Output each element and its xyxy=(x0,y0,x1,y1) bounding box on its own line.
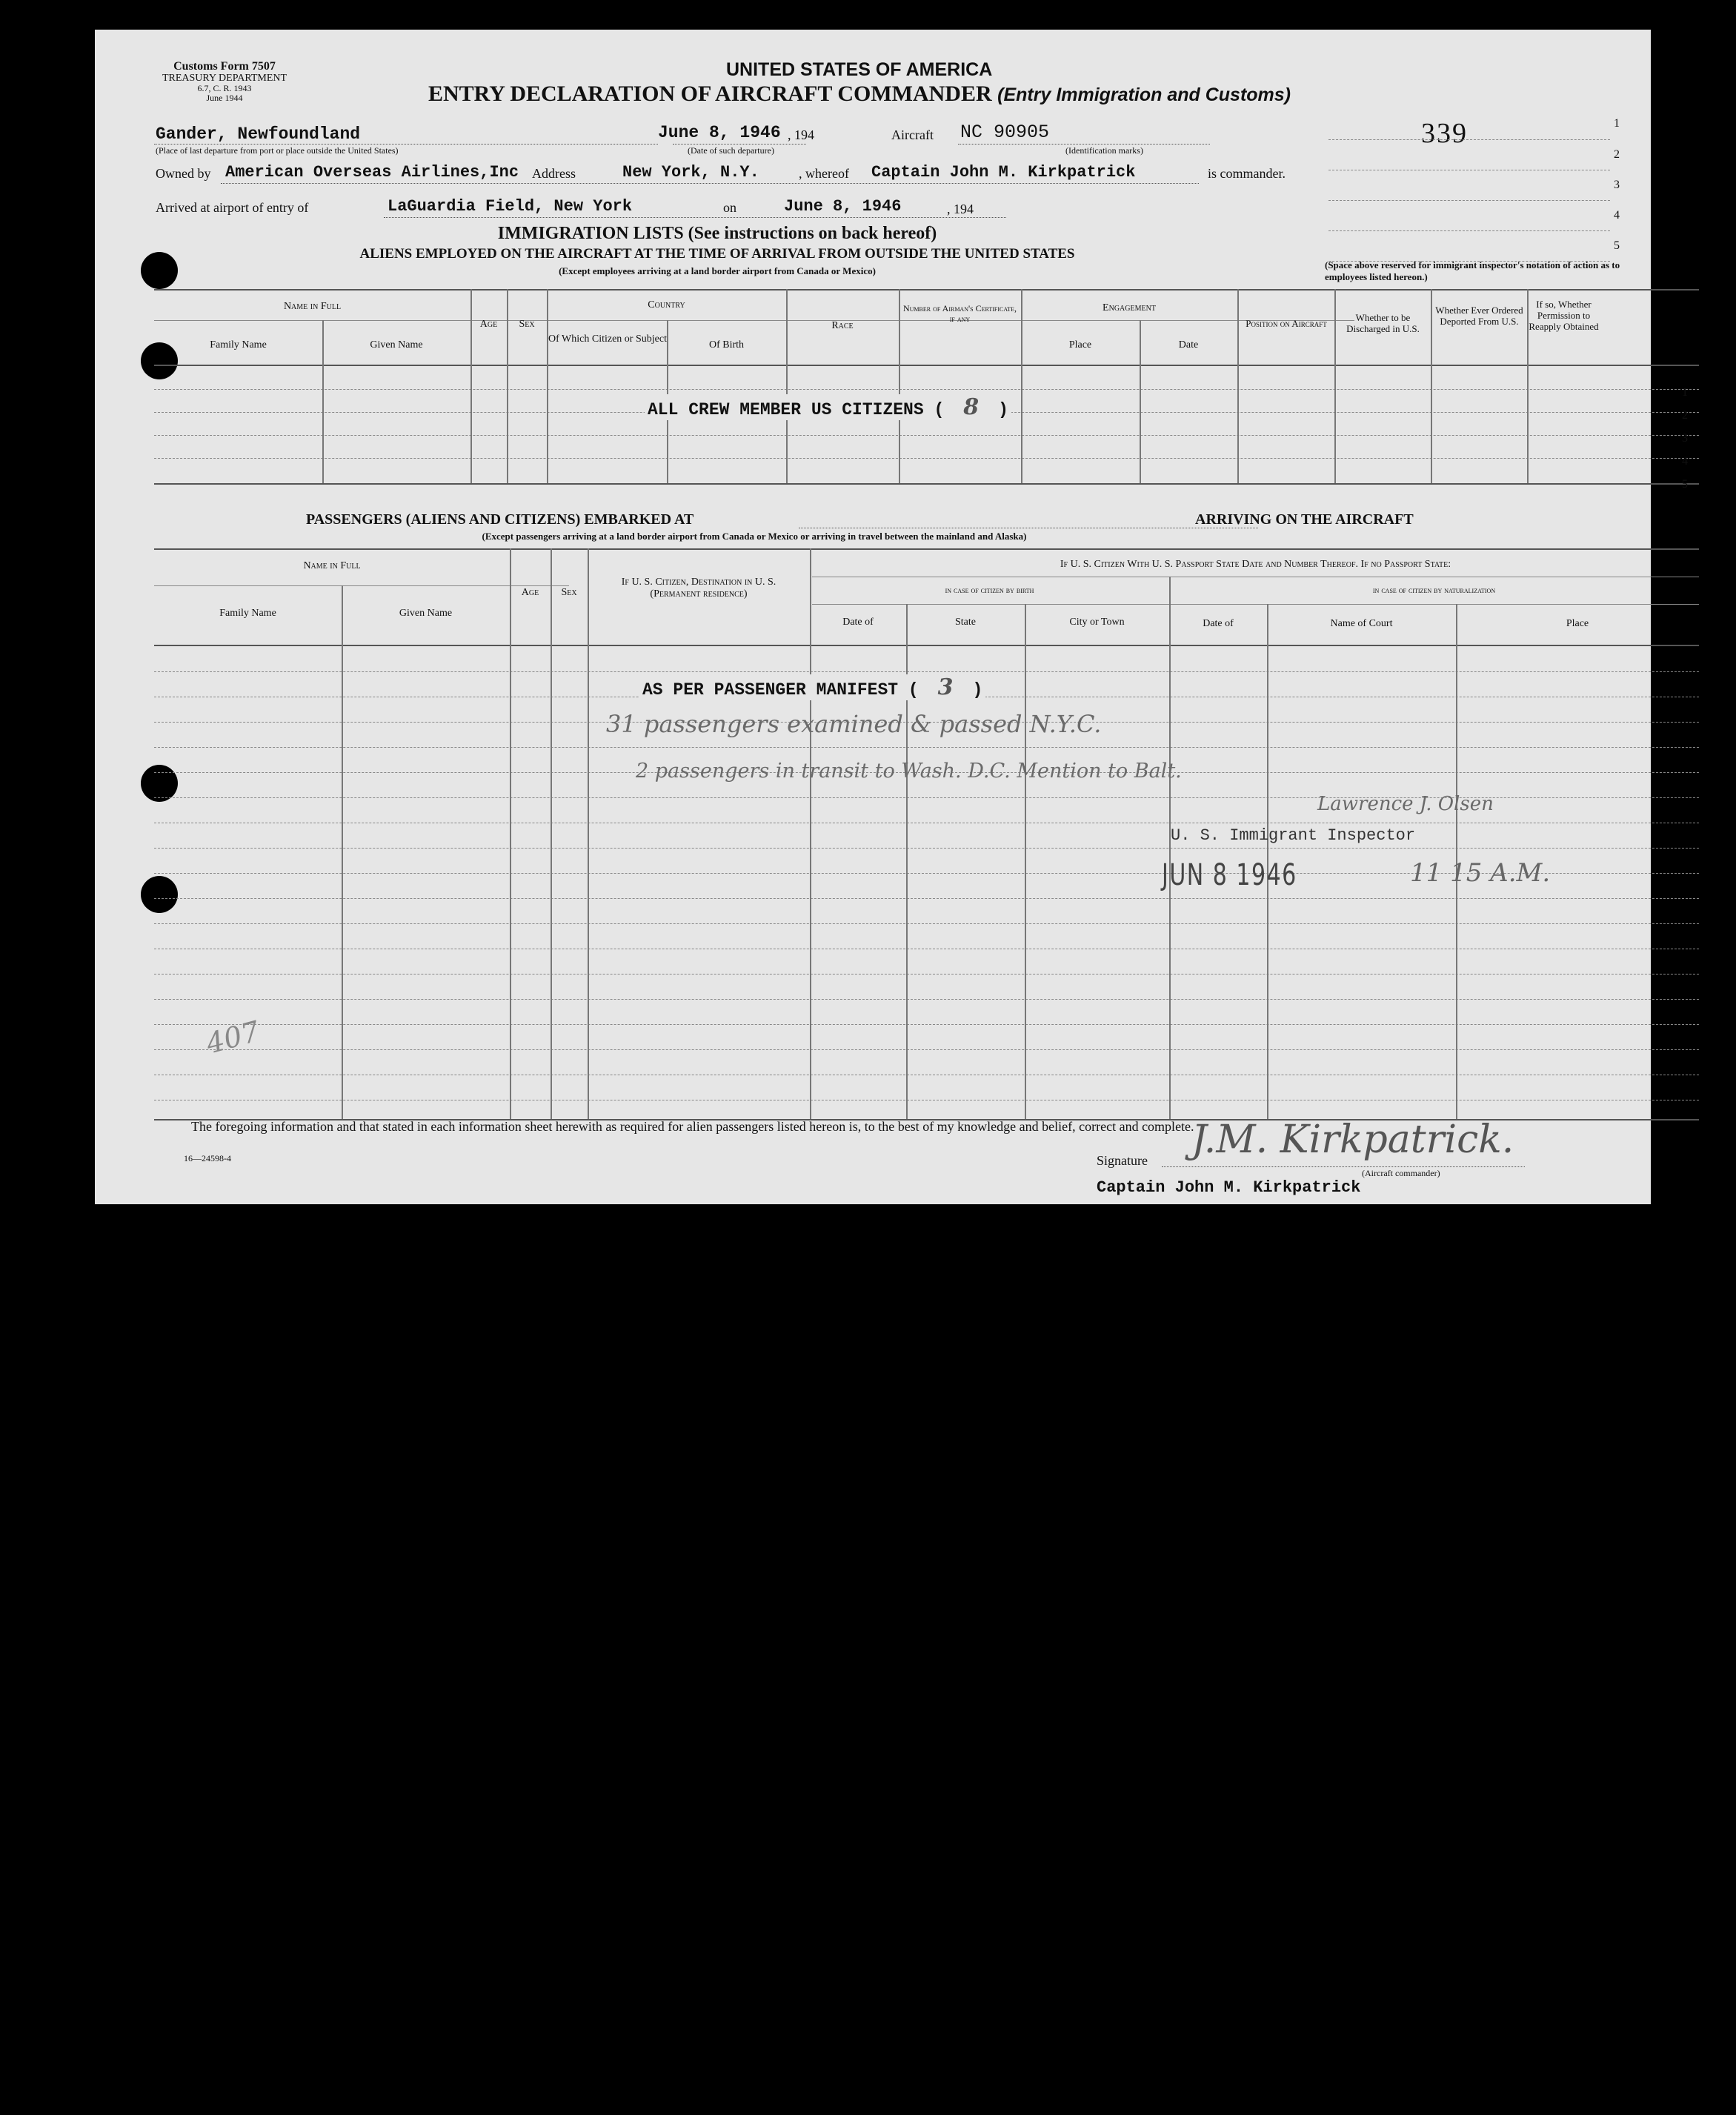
departure-date-caption: (Date of such departure) xyxy=(688,145,774,156)
declaration-form xyxy=(95,30,1688,1204)
col-family-name: Family Name xyxy=(210,339,267,351)
crew-note xyxy=(645,394,1011,420)
regulation: 6.7, C. R. 1943 xyxy=(197,83,252,94)
pcol-by-naturalization: in case of citizen by naturalization xyxy=(1372,585,1496,595)
col-permission: If so, Whether Permission to Reapply Obtained xyxy=(1529,299,1599,332)
col-name-in-full: Name in Full xyxy=(283,301,342,312)
crew-row-number: 3 xyxy=(1682,432,1688,445)
col-date: Date xyxy=(1178,339,1199,351)
immigration-note: (Except employees arriving at a land border airport from Canada or Mexico) xyxy=(559,265,876,276)
col-given-name: Given Name xyxy=(370,339,423,351)
commander-typed: Captain John M. Kirkpatrick xyxy=(1097,1178,1361,1197)
form-code: 16—24598-4 xyxy=(184,1153,231,1163)
col-age: Age xyxy=(479,319,498,330)
col-sex: Sex xyxy=(519,319,535,330)
pcol-state: State xyxy=(955,617,976,628)
pcol-family-name: Family Name xyxy=(219,608,276,619)
departure-place-caption: (Place of last departure from port or place outside the United States) xyxy=(156,145,399,156)
pcol-sex: Sex xyxy=(561,587,577,598)
crew-row-number: 4 xyxy=(1682,455,1688,468)
address: New York, N.Y. xyxy=(622,163,759,182)
signature-caption: (Aircraft commander) xyxy=(1362,1168,1440,1178)
pcol-name-in-full: Name in Full xyxy=(303,560,361,571)
owner: American Overseas Airlines,Inc xyxy=(225,163,519,182)
aircraft-label: Aircraft xyxy=(891,127,934,142)
form-number: Customs Form 7507 xyxy=(173,60,276,73)
pcol-court: Name of Court xyxy=(1330,618,1393,629)
inspection-stamp-date: JUN 8 1946 xyxy=(1162,858,1297,892)
handwritten-note-2: 2 passengers in transit to Wash. D.C. Mention to Balt. xyxy=(636,760,1182,783)
arrival-airport: LaGuardia Field, New York xyxy=(388,197,633,216)
form-date: June 1944 xyxy=(206,93,243,104)
passengers-title-right: ARRIVING ON THE AIRCRAFT xyxy=(1195,511,1414,528)
aircraft-caption: (Identification marks) xyxy=(1065,145,1143,156)
side-number: 4 xyxy=(1614,209,1620,222)
reserved-note: (Space above reserved for immigrant inspector's notation of action as to employees listed hereon.) xyxy=(1325,259,1620,282)
side-number: 5 xyxy=(1614,239,1620,252)
whereof-label: , whereof xyxy=(799,166,849,181)
manifest-note-close: ) xyxy=(972,680,983,700)
punch-hole xyxy=(141,765,178,802)
address-label: Address xyxy=(532,166,576,181)
inspector-number: 339 xyxy=(1421,118,1468,149)
departure-date: June 8, 1946 xyxy=(658,123,781,142)
commander: Captain John M. Kirkpatrick xyxy=(871,163,1136,182)
aircraft-marks: NC 90905 xyxy=(960,122,1050,143)
inspection-time: 11 15 A.M. xyxy=(1410,858,1551,888)
owned-by-label: Owned by xyxy=(156,166,211,181)
side-number: 2 xyxy=(1614,148,1620,161)
col-airman-cert: Number of Airman's Certificate, if any xyxy=(902,303,1017,324)
punch-hole xyxy=(141,876,178,913)
crew-row-number: 1 xyxy=(1682,386,1688,399)
inspector-signature: Lawrence J. Olsen xyxy=(1317,793,1494,815)
col-deported: Whether Ever Ordered Deported From U.S. xyxy=(1435,305,1523,327)
pcol-city: City or Town xyxy=(1069,617,1125,628)
form-title-sub: (Entry Immigration and Customs) xyxy=(997,84,1291,105)
manifest-note xyxy=(639,674,985,700)
form-title-main: ENTRY DECLARATION OF AIRCRAFT COMMANDER xyxy=(428,82,992,106)
form-title xyxy=(428,82,1291,107)
col-discharged: Whether to be Discharged in U.S. xyxy=(1346,312,1420,334)
pcol-passport-header: If U. S. Citizen With U. S. Passport State Date and Number Thereof. If no Passport State: xyxy=(1060,559,1451,570)
punch-hole xyxy=(141,252,178,289)
crew-row-number: 5 xyxy=(1682,478,1688,491)
declaration-text: The foregoing information and that stated in each information sheet herewith as required for alien passengers listed hereon is, to the best of my knowledge and belief, correct and complete. xyxy=(191,1119,1194,1134)
col-citizen-of: Of Which Citizen or Subject xyxy=(548,333,667,345)
manifest-count: 3 xyxy=(937,674,954,700)
col-country: Country xyxy=(648,299,685,311)
pcol-by-birth: in case of citizen by birth xyxy=(945,585,1034,595)
country-title: UNITED STATES OF AMERICA xyxy=(726,59,993,80)
margin-mark: 407 xyxy=(202,1015,263,1060)
immigration-title: IMMIGRATION LISTS (See instructions on back hereof) xyxy=(497,224,937,243)
immigration-subtitle: ALIENS EMPLOYED ON THE AIRCRAFT AT THE TIME OF ARRIVAL FROM OUTSIDE THE UNITED STATES xyxy=(359,246,1075,262)
signature-label: Signature xyxy=(1097,1153,1148,1168)
pcol-given-name: Given Name xyxy=(399,608,453,619)
departure-year: , 194 xyxy=(788,127,814,142)
manifest-note-text: AS PER PASSENGER MANIFEST ( xyxy=(642,680,919,700)
inspector-title: U. S. Immigrant Inspector xyxy=(1171,826,1416,845)
department: TREASURY DEPARTMENT xyxy=(162,72,287,84)
pcol-destination: If U. S. Citizen, Destination in U. S. (Permanent residence) xyxy=(621,577,776,600)
pcol-age: Age xyxy=(521,587,539,598)
pcol-date-of: Date of xyxy=(842,617,874,628)
departure-place: Gander, Newfoundland xyxy=(156,124,361,144)
col-of-birth: Of Birth xyxy=(708,339,745,351)
passengers-title-left: PASSENGERS (ALIENS AND CITIZENS) EMBARKED AT xyxy=(306,511,694,528)
arrived-label: Arrived at airport of entry of xyxy=(156,200,309,215)
commander-signature: J.M. Kirkpatrick. xyxy=(1191,1118,1514,1162)
side-number: 1 xyxy=(1614,117,1620,130)
crew-count: 8 xyxy=(963,394,980,420)
crew-note-close: ) xyxy=(998,400,1008,419)
col-place: Place xyxy=(1068,339,1092,351)
col-race: Race xyxy=(831,320,854,331)
side-number: 3 xyxy=(1614,179,1620,191)
commander-suffix: is commander. xyxy=(1208,166,1286,181)
arrival-year: , 194 xyxy=(947,202,974,216)
col-engagement: Engagement xyxy=(1103,302,1156,313)
on-label: on xyxy=(723,200,736,215)
pcol-place: Place xyxy=(1566,618,1589,629)
handwritten-note-1: 31 passengers examined & passed N.Y.C. xyxy=(606,710,1102,738)
pcol-date-of-2: Date of xyxy=(1203,618,1234,629)
crew-note-text: ALL CREW MEMBER US CITIZENS ( xyxy=(648,400,945,419)
crew-row-number: 2 xyxy=(1682,409,1688,422)
form-id-block xyxy=(162,61,287,103)
passengers-note: (Except passengers arriving at a land border airport from Canada or Mexico or arriving in travel between the mainland and Alaska) xyxy=(482,531,1027,542)
arrival-date: June 8, 1946 xyxy=(784,197,902,216)
col-position: Position on Aircraft xyxy=(1246,318,1327,329)
